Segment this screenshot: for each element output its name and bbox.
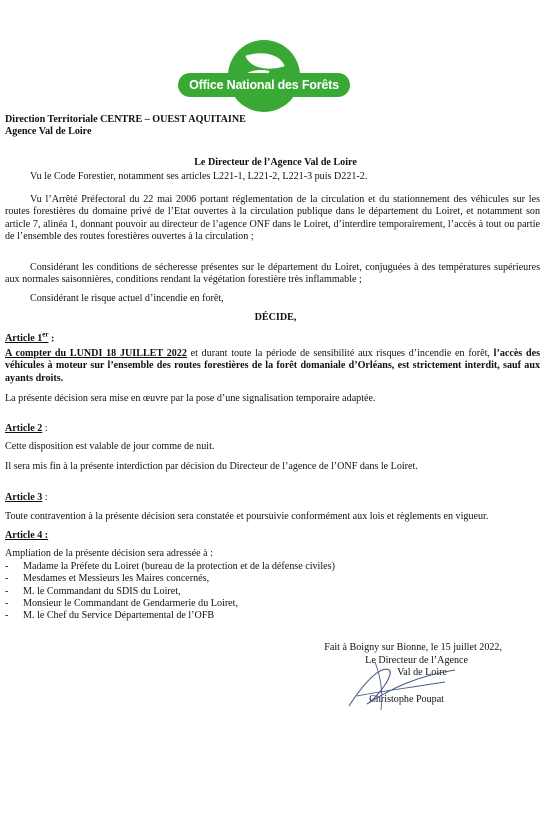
article-1-body: A compter du LUNDI 18 JUILLET 2022 et durant toute la période de sensibilité aux risques d’incendie en forêt, l’accès des véhicules à moteur sur l’ensemble des routes forestières de la forêt domaniale d’Orléans, est strictement interdit, sauf aux ayants droits. [5, 348, 540, 384]
paragraph-arrete: Vu l’Arrêté Préfectoral du 22 mai 2006 portant réglementation de la circulation et du stationnement des véhicules sur les routes forestières du domaine privé de l’Etat ouvertes à la circulation publique dans le département du Loiret, et notamment son article 7, alinéa 1, donnant pouvoir au directeur de l’agence ONF dans le Loiret, d’interdire temporairement, l’accès à tout ou partie de l’ensemble des routes forestières ouvertes à la circulation ; [5, 194, 540, 243]
direction-line: Direction Territoriale CENTRE – OUEST AQUITAINE [5, 114, 246, 125]
paragraph-risque: Considérant le risque actuel d’incendie en forêt, [30, 293, 224, 304]
signatory-role: Le Directeur de l’Agence [365, 654, 468, 666]
recipients-list [5, 561, 335, 622]
article-1-signage: La présente décision sera mise en œuvre par la pose d’une signalisation temporaire adaptée. [5, 393, 376, 404]
article-4-heading: Article 4 : [5, 530, 49, 541]
article-4-intro: Ampliation de la présente décision sera adressée à : [5, 548, 213, 559]
signatory-agency: Val de Loire [397, 667, 447, 678]
list-item: - Mesdames et Messieurs les Maires concernés, [5, 573, 335, 585]
issuer-header [5, 114, 246, 138]
onf-logo [178, 40, 350, 104]
paragraph-code-forestier: Vu le Code Forestier, notamment ses articles L221-1, L221-2, L221-3 puis D221-2. [30, 171, 368, 182]
list-item: - M. le Chef du Service Départemental de l’OFB [5, 610, 335, 622]
signatory-name: Christophe Poupat [369, 693, 444, 705]
article-2-heading: Article 2 : [5, 423, 48, 434]
article-1-heading: Article 1er : [5, 331, 55, 345]
article-3-heading: Article 3 : [5, 492, 48, 503]
list-item: - Madame la Préfete du Loiret (bureau de la protection et de la défense civiles) [5, 561, 335, 573]
interdiction-text: l’accès des véhicules à moteur sur l’ensemble des routes forestières de la forêt domaniale d’Orléans, est strictement interdit, sauf aux ayants droits [5, 348, 540, 384]
effective-date: A compter du LUNDI 18 JUILLET 2022 [5, 348, 187, 359]
agency-line: Agence Val de Loire [5, 126, 92, 137]
article-2-line1: Cette disposition est valable de jour comme de nuit. [5, 441, 215, 452]
article-1-label: Article 1er [5, 331, 49, 345]
handwritten-signature [337, 648, 467, 718]
decide-heading: DÉCIDE, [254, 312, 297, 323]
logo-banner: Office National des Forêts [178, 73, 350, 97]
list-item: - Monsieur le Commandant de Gendarmerie du Loiret, [5, 598, 335, 610]
place-date: Fait à Boigny sur Bionne, le 15 juillet 2022, [324, 642, 502, 653]
document-title: Le Directeur de l’Agence Val de Loire [194, 157, 357, 168]
article-2-line2: Il sera mis fin à la présente interdiction par décision du Directeur de l’agence de l’ONF dans le Loiret. [5, 461, 418, 472]
paragraph-secheresse: Considérant les conditions de sécheresse présentes sur le département du Loiret, conjuguées à des températures supérieures aux normales saisonnières, conditions rendant la végétation forestière très inflammable ; [5, 262, 540, 286]
list-item: - M. le Commandant du SDIS du Loiret, [5, 586, 335, 598]
article-3-line1: Toute contravention à la présente décision sera constatée et poursuivie conformément aux lois et règlements en vigueur. [5, 511, 489, 522]
